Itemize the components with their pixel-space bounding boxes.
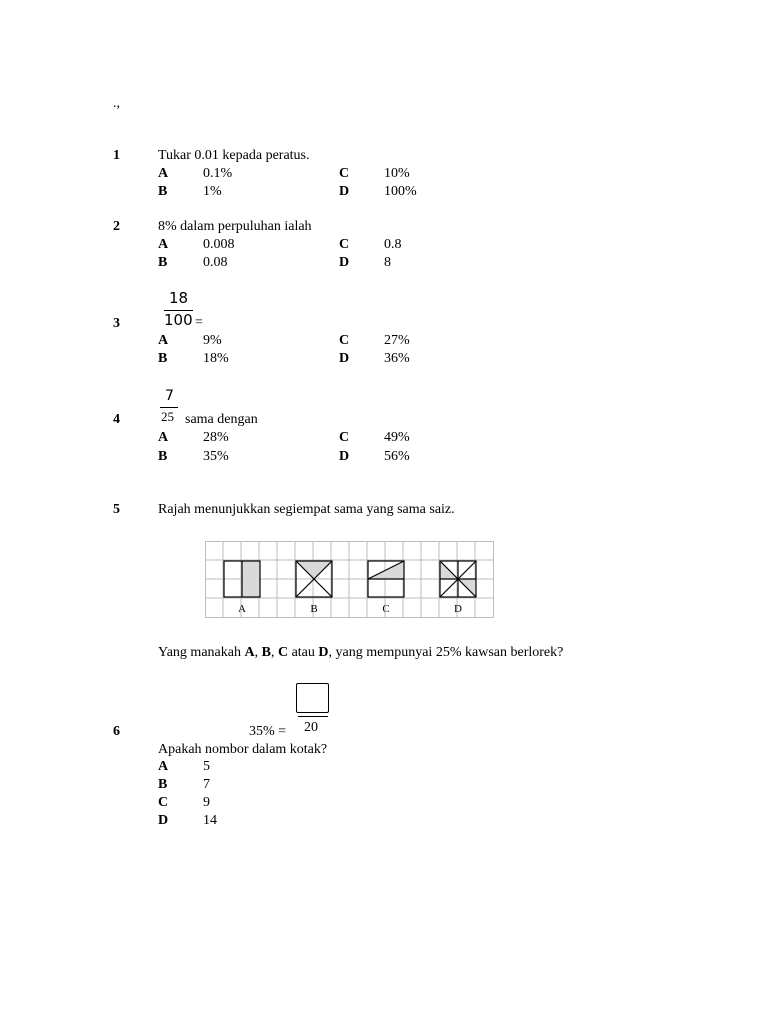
- option-value[interactable]: 7: [203, 777, 210, 792]
- square-a-label: A: [238, 603, 246, 615]
- equals-sign: =: [195, 315, 203, 330]
- squares-diagram: [205, 541, 495, 619]
- equation-left: 35% =: [249, 724, 287, 739]
- fraction-bar: [298, 716, 328, 717]
- option-letter[interactable]: D: [339, 184, 350, 199]
- option-letter[interactable]: A: [158, 759, 169, 774]
- question-number: 4: [113, 412, 120, 427]
- option-letter[interactable]: A: [158, 166, 169, 181]
- option-letter[interactable]: B: [158, 255, 168, 270]
- option-value[interactable]: 1%: [203, 184, 222, 199]
- option-ref-b: B: [261, 645, 271, 660]
- square-d-label: D: [454, 603, 462, 615]
- square-c-label: C: [382, 603, 390, 615]
- question-text: Apakah nombor dalam kotak?: [158, 742, 328, 757]
- question-text-part: ,: [270, 645, 278, 660]
- option-value[interactable]: 35%: [203, 449, 229, 464]
- fraction-denominator: 20: [304, 720, 318, 735]
- question-text: sama dengan: [185, 412, 258, 427]
- option-value[interactable]: 10%: [384, 166, 410, 181]
- question-text-part: , yang mempunyai 25% kawsan berlorek?: [328, 645, 564, 660]
- square-b-label: B: [310, 603, 318, 615]
- question-text: Tukar 0.01 kepada peratus.: [158, 148, 310, 163]
- option-value[interactable]: 56%: [384, 449, 410, 464]
- question-text-part: Yang manakah: [158, 645, 245, 660]
- option-value[interactable]: 0.008: [203, 237, 235, 252]
- option-value[interactable]: 14: [203, 813, 217, 828]
- fraction-numerator: 18: [169, 289, 189, 307]
- option-letter[interactable]: C: [339, 333, 350, 348]
- option-value[interactable]: 0.08: [203, 255, 228, 270]
- option-value[interactable]: 18%: [203, 351, 229, 366]
- option-value[interactable]: 9: [203, 795, 210, 810]
- page-mark: .,: [113, 96, 120, 111]
- question-number: 5: [113, 502, 120, 517]
- option-letter[interactable]: D: [158, 813, 169, 828]
- option-ref-a: A: [244, 645, 255, 660]
- option-ref-c: C: [277, 645, 289, 660]
- fraction-numerator: 7: [165, 388, 174, 404]
- option-letter[interactable]: A: [158, 333, 169, 348]
- option-value[interactable]: 5: [203, 759, 210, 774]
- square-d[interactable]: [440, 561, 476, 597]
- option-letter[interactable]: C: [339, 237, 350, 252]
- fraction-denominator: 100: [164, 311, 193, 329]
- question-number: 6: [113, 724, 120, 739]
- option-letter[interactable]: B: [158, 777, 168, 792]
- option-letter[interactable]: C: [158, 795, 169, 810]
- option-letter[interactable]: D: [339, 255, 350, 270]
- option-value[interactable]: 0.1%: [203, 166, 233, 181]
- option-value[interactable]: 49%: [384, 430, 410, 445]
- option-value[interactable]: 36%: [384, 351, 410, 366]
- answer-box[interactable]: [296, 683, 329, 713]
- option-value[interactable]: 8: [384, 255, 391, 270]
- option-value[interactable]: 0.8: [384, 237, 402, 252]
- option-letter[interactable]: A: [158, 430, 169, 445]
- option-letter[interactable]: B: [158, 351, 168, 366]
- question-text: 8% dalam perpuluhan ialah: [158, 219, 312, 234]
- option-letter[interactable]: C: [339, 166, 350, 181]
- question-number: 3: [113, 316, 120, 331]
- option-letter[interactable]: B: [158, 184, 168, 199]
- option-letter[interactable]: C: [339, 430, 350, 445]
- question-number: 1: [113, 148, 120, 163]
- option-letter[interactable]: D: [339, 449, 350, 464]
- option-ref-d: D: [318, 645, 329, 660]
- option-value[interactable]: 28%: [203, 430, 229, 445]
- option-value[interactable]: 9%: [203, 333, 222, 348]
- question-number: 2: [113, 219, 120, 234]
- diagram-question: [158, 644, 563, 662]
- option-value[interactable]: 27%: [384, 333, 410, 348]
- option-letter[interactable]: A: [158, 237, 169, 252]
- option-letter[interactable]: D: [339, 351, 350, 366]
- question-text-part: ,: [254, 645, 262, 660]
- square-c[interactable]: [368, 561, 404, 597]
- question-text-part: atau: [288, 645, 319, 660]
- question-text: Rajah menunjukkan segiempat sama yang sama saiz.: [158, 502, 455, 517]
- option-letter[interactable]: B: [158, 449, 168, 464]
- option-value[interactable]: 100%: [384, 184, 417, 199]
- fraction-denominator: 25: [161, 409, 174, 424]
